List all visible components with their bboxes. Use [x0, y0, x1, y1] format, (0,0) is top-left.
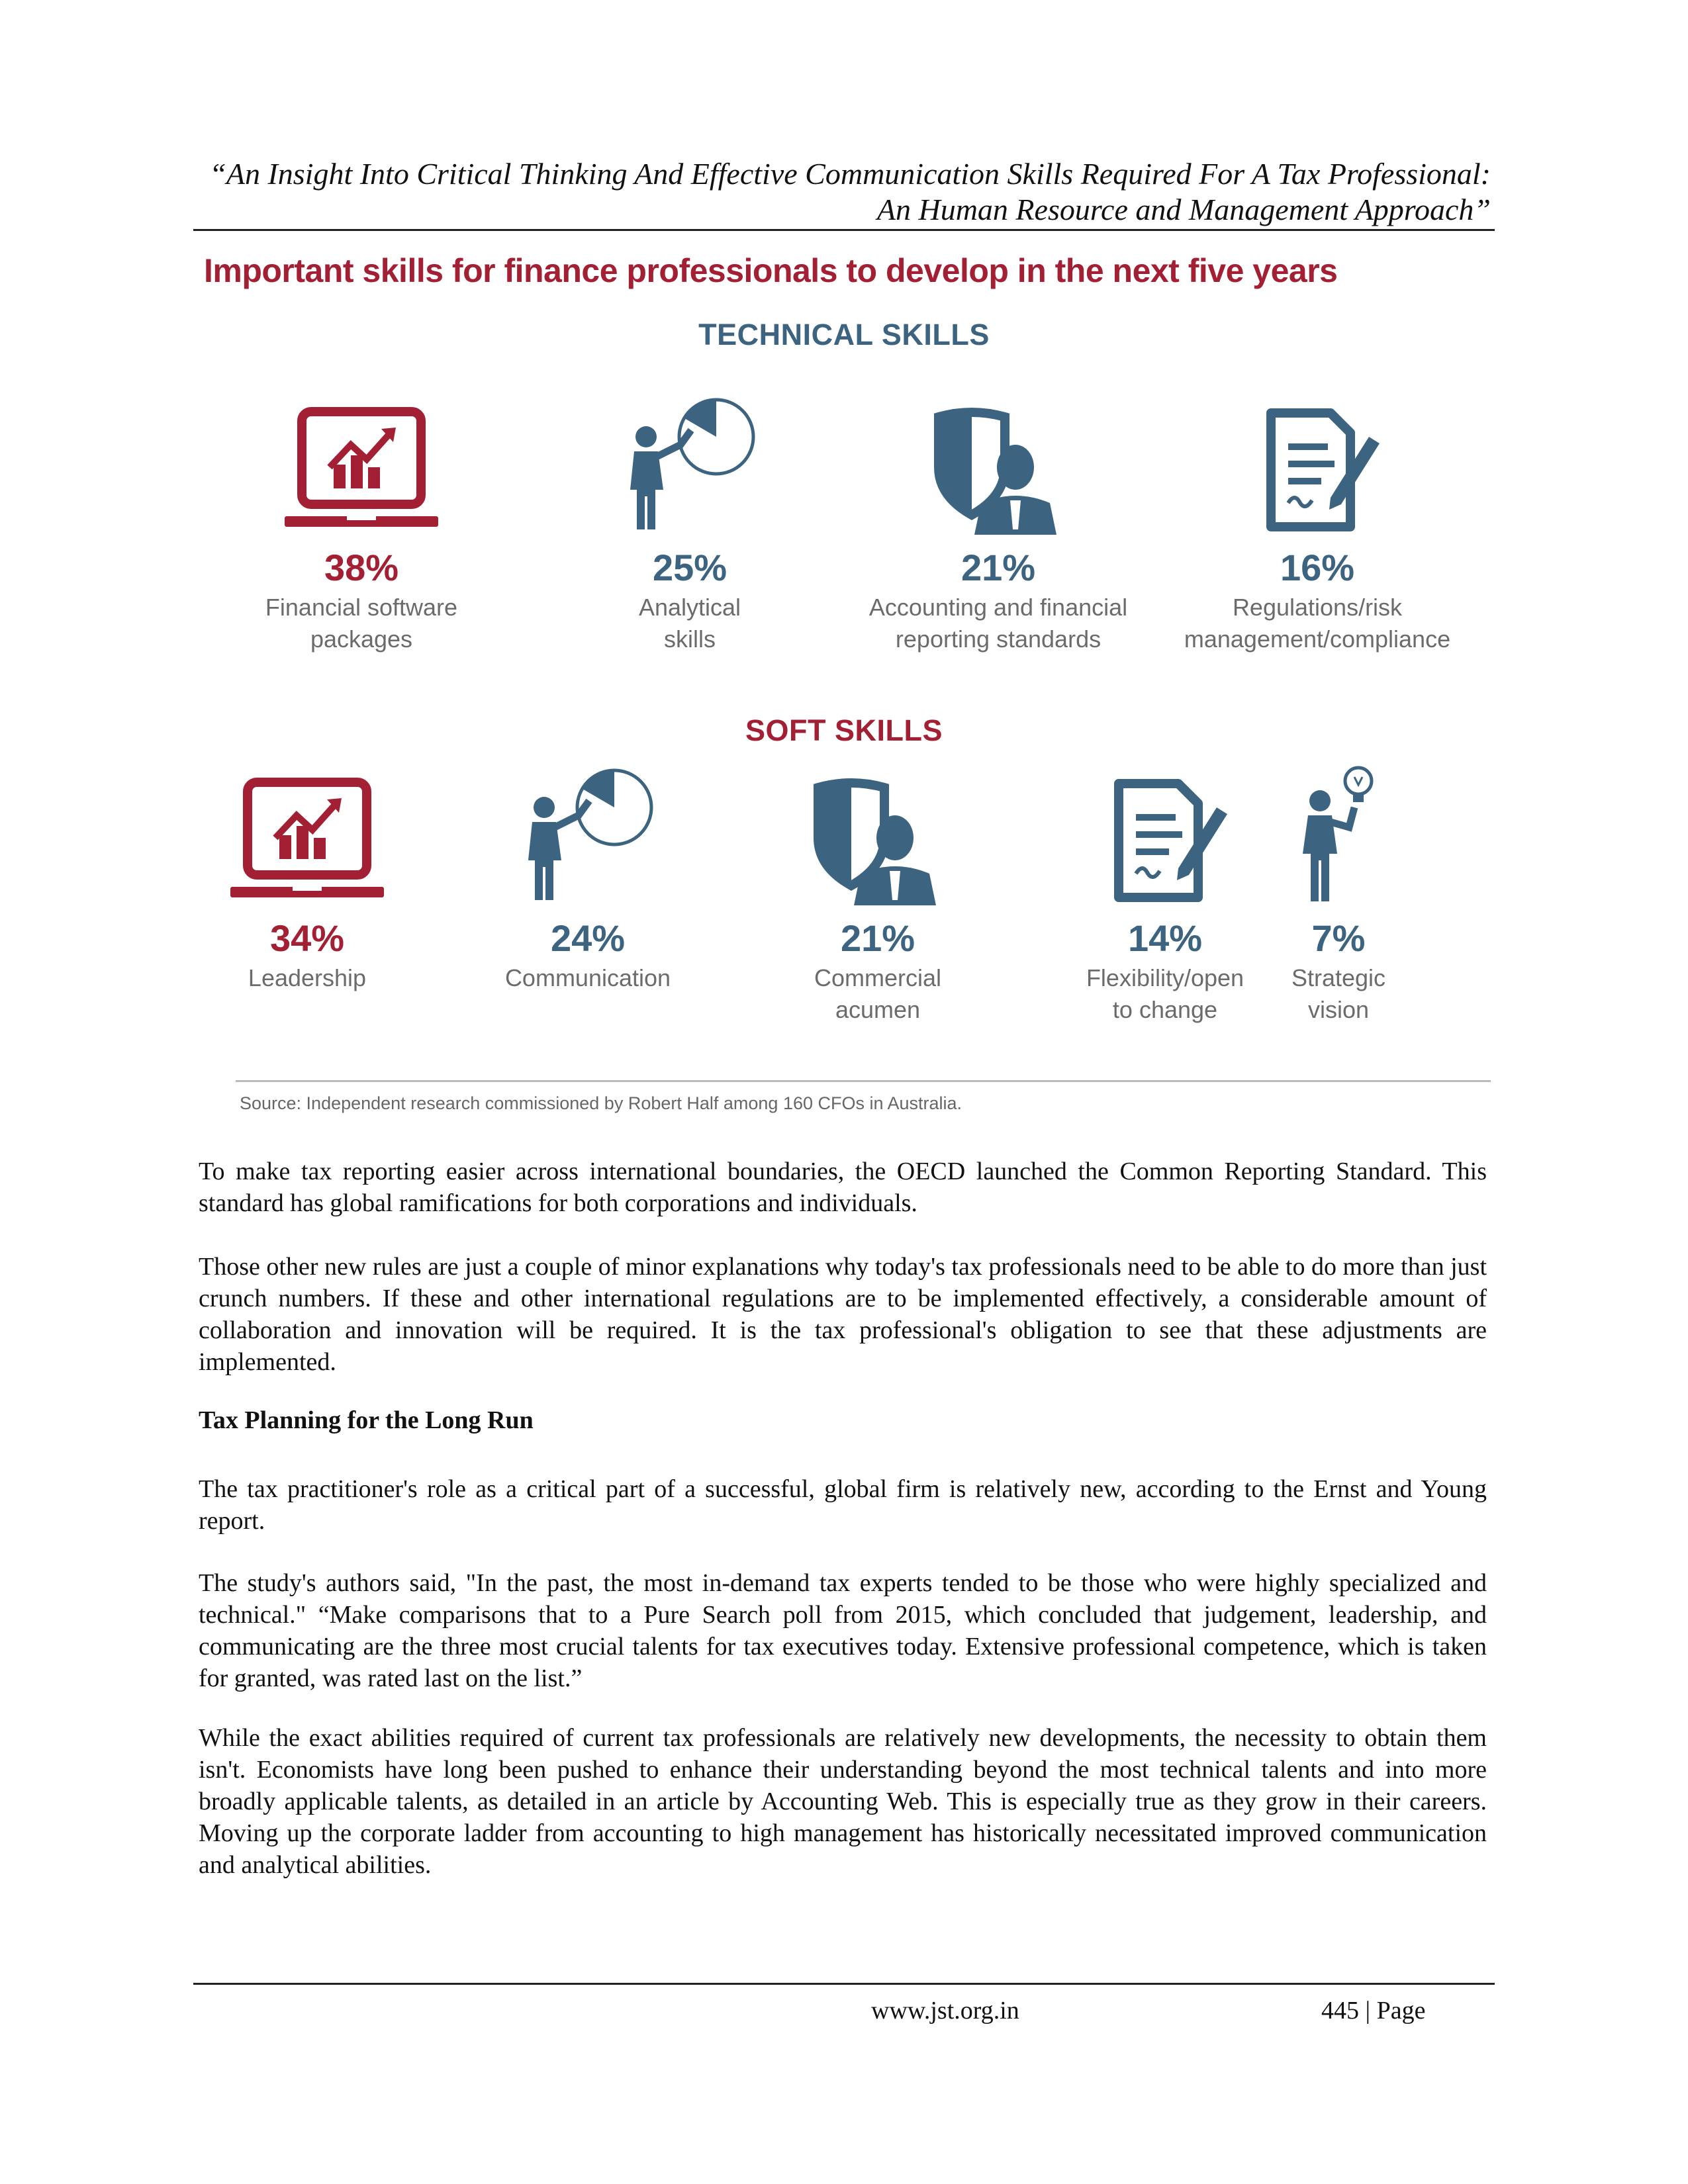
skill-label-line-1: Commercial	[814, 964, 942, 991]
body-paragraph-2: Those other new rules are just a couple of minor explanations why today's tax professionals need to be able to do more than just crunch numbers. If these and other international regulations are to be implemented effectively, a considerable amount of collaboration and innovation will be required. It is the tax professional's obligation to see that these adjustments are implemented.	[199, 1253, 1487, 1376]
soft-skill-5	[1213, 761, 1464, 1026]
skills-infographic	[193, 251, 1495, 1132]
document-pen-icon	[1251, 404, 1383, 536]
footer-page-number: 445 | Page	[1321, 1997, 1426, 2025]
source-rule	[236, 1080, 1491, 1082]
soft-skill-3	[726, 774, 1030, 1026]
technical-skill-4	[1165, 404, 1470, 655]
footer-rule	[193, 1983, 1495, 1985]
skill-label-line-2: management/compliance	[1184, 625, 1451, 653]
skill-label-line-1: Financial software	[265, 594, 458, 621]
skill-percentage: 16%	[1280, 547, 1355, 588]
skill-label-line-1: Accounting and financial	[868, 594, 1128, 621]
soft-skill-2	[436, 761, 740, 994]
skill-label-line-1: Flexibility/open	[1086, 964, 1244, 991]
skill-percentage: 7%	[1311, 917, 1366, 959]
skill-label-line-2: reporting standards	[895, 625, 1102, 653]
laptop-chart-icon	[282, 404, 441, 536]
body-paragraph-1: To make tax reporting easier across international boundaries, the OECD launched the Common Reporting Standard. This standard has global ramifications for both corporations and individuals.	[199, 1158, 1487, 1217]
shield-person-icon	[805, 774, 951, 907]
header-line-1: “An Insight Into Critical Thinking And Effective Communication Skills Required For A Tax Professional:	[209, 157, 1491, 191]
skill-label-line-1: Strategic	[1291, 964, 1386, 991]
laptop-chart-icon	[228, 774, 387, 907]
skill-percentage: 38%	[324, 547, 399, 588]
soft-skill-1	[155, 774, 459, 994]
shield-person-icon	[925, 404, 1071, 536]
source-note: Source: Independent research commissioned by Robert Half among 160 CFOs in Australia.	[240, 1093, 962, 1113]
skill-label-line-2: acumen	[835, 996, 921, 1023]
infographic-title: Important skills for finance professionals to develop in the next five years	[204, 252, 1338, 289]
header-line-2: An Human Resource and Management Approach”	[876, 193, 1491, 226]
skill-percentage: 34%	[269, 917, 345, 959]
skill-label-line-2: to change	[1112, 996, 1218, 1023]
presenter-pie-chart-icon	[515, 761, 661, 907]
skill-label-line-1: Leadership	[248, 964, 367, 991]
skill-label-line-2: vision	[1307, 996, 1370, 1023]
header-rule	[193, 229, 1495, 231]
skill-label-line-1: Communication	[504, 964, 671, 991]
skill-label-line-1: Analytical	[638, 594, 741, 621]
person-lightbulb-icon	[1286, 761, 1391, 907]
presenter-pie-chart-icon	[617, 390, 763, 536]
technical-skill-1	[209, 404, 514, 655]
skill-label-line-1: Regulations/risk	[1232, 594, 1403, 621]
skill-percentage: 21%	[840, 917, 915, 959]
technical-skill-3	[846, 404, 1150, 655]
footer-url: www.jst.org.in	[871, 1997, 1019, 2025]
body-paragraph-3: The tax practitioner's role as a critical part of a successful, global firm is relatively new, according to the Ernst and Young report.	[199, 1475, 1487, 1535]
soft-skills-heading: SOFT SKILLS	[745, 713, 943, 747]
body-paragraph-4: The study's authors said, "In the past, the most in-demand tax experts tended to be those who were highly specialized and technical." “Make comparisons that to a Pure Search poll from 2015, which concluded that judgement, leadership, and communicating are the three most crucial talents for tax executives today. Extensive professional competence, which is taken for granted, was rated last on the list.”	[199, 1569, 1487, 1692]
technical-skill-2	[538, 390, 842, 655]
document-pen-icon	[1099, 774, 1231, 907]
skill-label-line-2: skills	[664, 625, 716, 653]
skill-percentage: 21%	[961, 547, 1036, 588]
skill-percentage: 25%	[652, 547, 727, 588]
skill-percentage: 14%	[1127, 917, 1203, 959]
running-header	[196, 156, 1491, 228]
section-heading: Tax Planning for the Long Run	[199, 1406, 534, 1434]
skill-percentage: 24%	[550, 917, 626, 959]
technical-skills-heading: TECHNICAL SKILLS	[698, 318, 990, 351]
body-paragraph-5: While the exact abilities required of current tax professionals are relatively new developments, the necessity to obtain them isn't. Economists have long been pushed to enhance their understanding beyond the most technical talents and into more broadly applicable talents, as detailed in an article by Accounting Web. This is especially true as they grow in their careers. Moving up the corporate ladder from accounting to high management has historically necessitated improved communication and analytical abilities.	[199, 1724, 1487, 1879]
skill-label-line-2: packages	[310, 625, 413, 653]
